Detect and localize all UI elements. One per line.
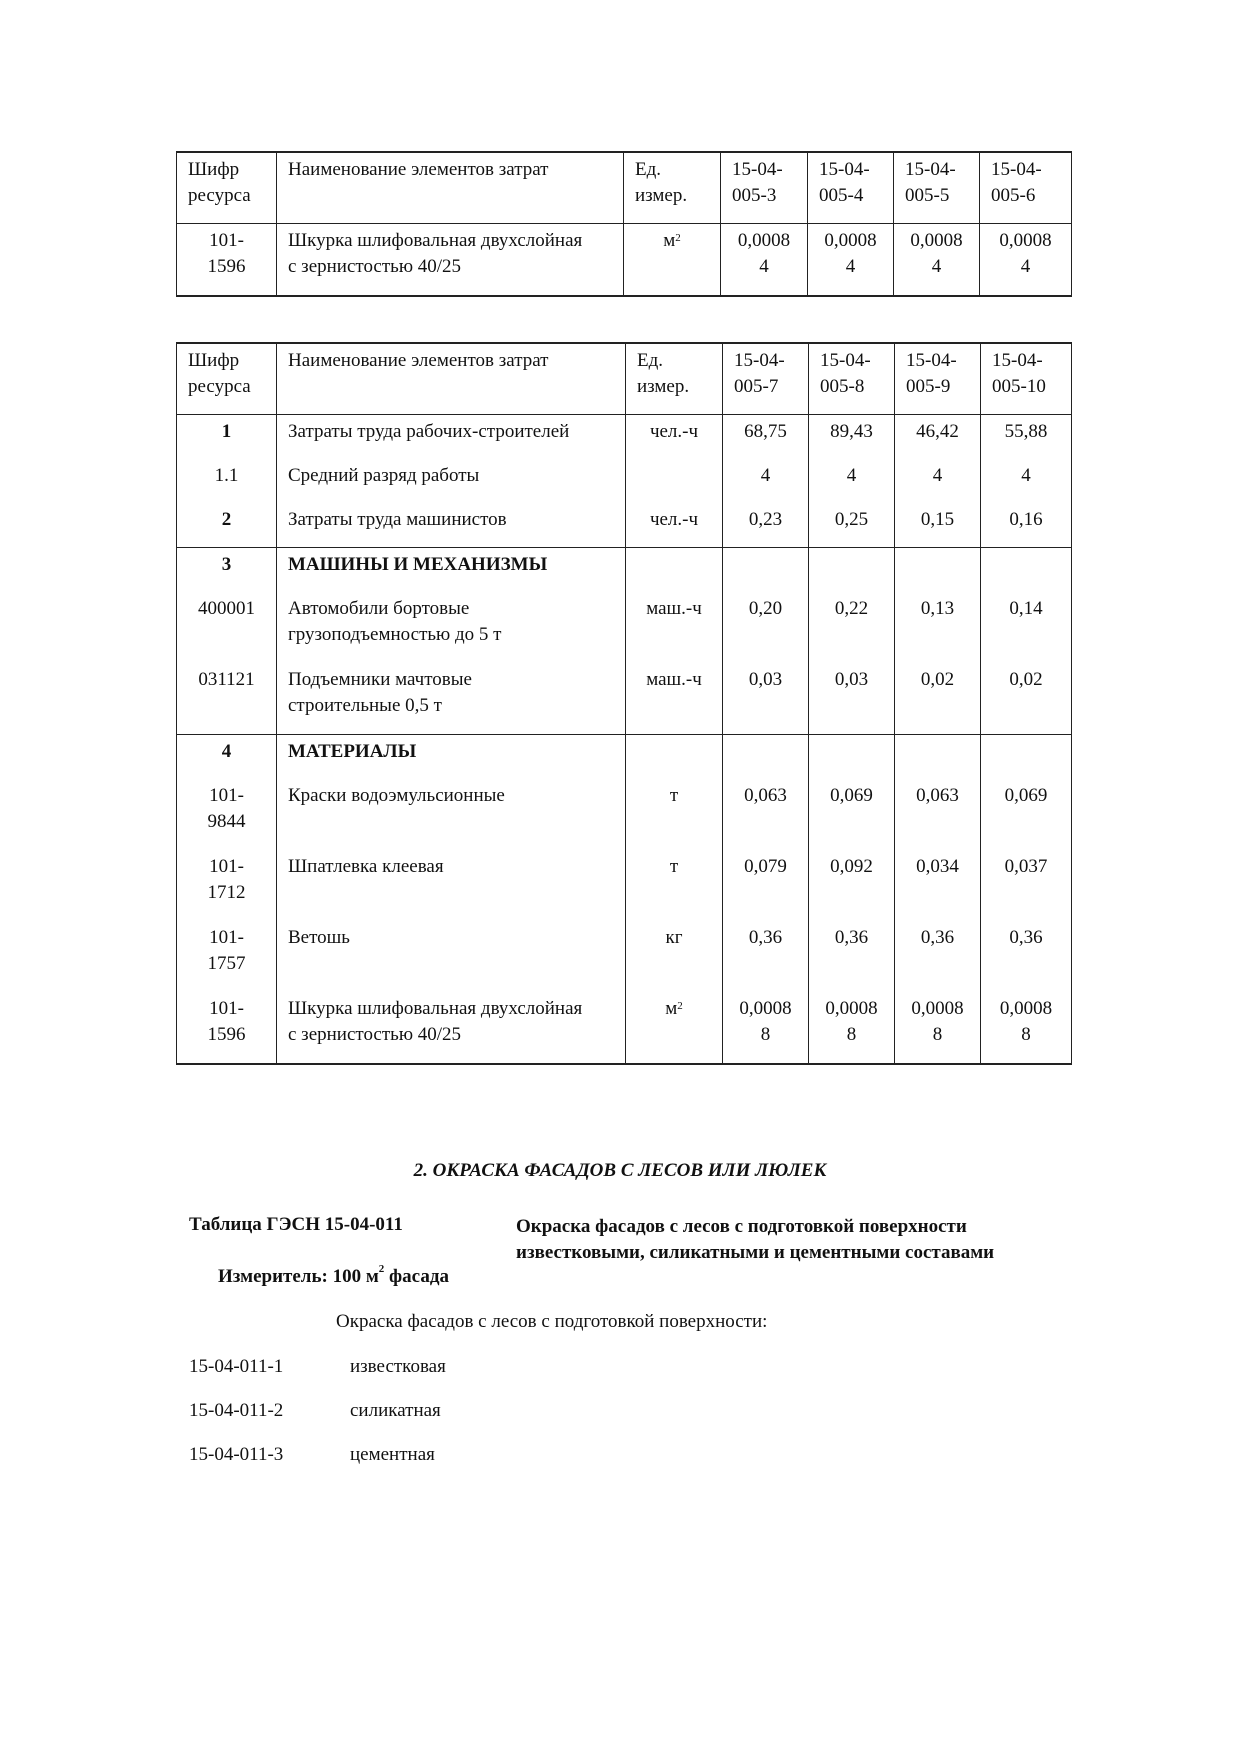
cell-value: 0,36 xyxy=(723,921,809,992)
section-title: МАШИНЫ И МЕХАНИЗМЫ xyxy=(277,548,626,593)
table-header-row xyxy=(177,343,1072,415)
header-col-3: 15-04- 005-3 xyxy=(721,152,808,224)
cell-value: 0,0008 8 xyxy=(981,992,1072,1064)
header-col-8: 15-04- 005-8 xyxy=(809,343,895,415)
cell-value: 0,0008 8 xyxy=(723,992,809,1064)
cell-code: 101- 1596 xyxy=(177,992,277,1064)
gesn-table-description: Окраска фасадов с лесов с подготовкой поверхности известковыми, силикатными и цементными составами xyxy=(516,1216,995,1263)
cell-name: Шпатлевка клеевая xyxy=(277,850,626,921)
cell-unit: $м^2$ xyxy=(626,992,723,1064)
variant-code: 15-04-011-1 xyxy=(189,1356,284,1377)
header-col-5: 15-04- 005-5 xyxy=(894,152,980,224)
cell-code: 3 xyxy=(177,548,277,593)
cell-empty xyxy=(895,548,981,593)
cell-value: 0,03 xyxy=(809,663,895,735)
cell-name: Ветошь xyxy=(277,921,626,992)
measure-unit: Измеритель: 100 $м^2$ фасада xyxy=(218,1263,449,1287)
cell-unit: маш.-ч xyxy=(626,592,723,663)
table-row xyxy=(177,459,1072,503)
gesn-table-label: Таблица ГЭСН 15-04-011 xyxy=(189,1214,403,1235)
cell-unit xyxy=(626,459,723,503)
section-row xyxy=(177,735,1072,780)
variant-label: силикатная xyxy=(350,1400,441,1421)
cell-unit: т xyxy=(626,779,723,850)
cell-code: 4 xyxy=(177,735,277,780)
header-unit: Ед. измер. xyxy=(624,152,721,224)
cell-code: 400001 xyxy=(177,592,277,663)
cell-value: 0,034 xyxy=(895,850,981,921)
header-code: Шифр ресурса xyxy=(177,343,277,415)
cell-value: 4 xyxy=(895,459,981,503)
cell-value: 0,0008 4 xyxy=(894,224,980,297)
cell-unit: т xyxy=(626,850,723,921)
header-col-4: 15-04- 005-4 xyxy=(808,152,894,224)
header-name: Наименование элементов затрат xyxy=(277,343,626,415)
cell-empty xyxy=(626,735,723,780)
cell-value: 0,079 xyxy=(723,850,809,921)
cell-value: 46,42 xyxy=(895,415,981,460)
header-col-9: 15-04- 005-9 xyxy=(895,343,981,415)
cell-name: Средний разряд работы xyxy=(277,459,626,503)
header-col-10: 15-04- 005-10 xyxy=(981,343,1072,415)
cell-value: 0,13 xyxy=(895,592,981,663)
cell-unit: $м^2$ xyxy=(624,224,721,297)
cell-name: Затраты труда машинистов xyxy=(277,503,626,548)
cell-name: Шкурка шлифовальная двухслойная с зернистостью 40/25 xyxy=(277,992,626,1064)
intro-text: Окраска фасадов с лесов с подготовкой поверхности: xyxy=(336,1311,768,1332)
cell-empty xyxy=(809,548,895,593)
cell-value: 68,75 xyxy=(723,415,809,460)
cell-value: 0,36 xyxy=(809,921,895,992)
cell-empty xyxy=(723,735,809,780)
header-code: Шифр ресурса xyxy=(177,152,277,224)
cell-value: 89,43 xyxy=(809,415,895,460)
variant-label: цементная xyxy=(350,1444,435,1465)
header-unit: Ед. измер. xyxy=(626,343,723,415)
cell-value: 0,0008 4 xyxy=(721,224,808,297)
cell-name: Подъемники мачтовые строительные 0,5 т xyxy=(277,663,626,735)
variant-code: 15-04-011-3 xyxy=(189,1444,284,1465)
table-row xyxy=(177,415,1072,460)
cell-unit: чел.-ч xyxy=(626,503,723,548)
section-row xyxy=(177,548,1072,593)
resource-table-1 xyxy=(176,151,1072,297)
cell-name: Автомобили бортовые грузоподъемностью до 5 т xyxy=(277,592,626,663)
cell-value: 0,02 xyxy=(981,663,1072,735)
cell-value: 0,037 xyxy=(981,850,1072,921)
cell-empty xyxy=(723,548,809,593)
cell-value: 4 xyxy=(809,459,895,503)
cell-value: 0,092 xyxy=(809,850,895,921)
variant-code: 15-04-011-2 xyxy=(189,1400,284,1421)
table-row xyxy=(177,592,1072,663)
cell-code: 101- 1757 xyxy=(177,921,277,992)
header-name: Наименование элементов затрат xyxy=(277,152,624,224)
cell-value: 0,0008 8 xyxy=(809,992,895,1064)
cell-code: 031121 xyxy=(177,663,277,735)
header-col-6: 15-04- 005-6 xyxy=(980,152,1072,224)
cell-value: 55,88 xyxy=(981,415,1072,460)
cell-value: 0,0008 4 xyxy=(980,224,1072,297)
resource-table-2 xyxy=(176,342,1072,1065)
section-title: МАТЕРИАЛЫ xyxy=(277,735,626,780)
table-row xyxy=(177,224,1072,297)
cell-name: Краски водоэмульсионные xyxy=(277,779,626,850)
table-row xyxy=(177,850,1072,921)
cell-value: 0,36 xyxy=(895,921,981,992)
cell-value: 0,03 xyxy=(723,663,809,735)
table-row xyxy=(177,663,1072,735)
cell-unit: кг xyxy=(626,921,723,992)
cell-value: 0,25 xyxy=(809,503,895,548)
cell-code: 1.1 xyxy=(177,459,277,503)
cell-code: 2 xyxy=(177,503,277,548)
cell-unit: маш.-ч xyxy=(626,663,723,735)
cell-value: 0,0008 8 xyxy=(895,992,981,1064)
cell-value: 0,069 xyxy=(981,779,1072,850)
cell-value: 0,0008 4 xyxy=(808,224,894,297)
cell-empty xyxy=(981,548,1072,593)
cell-code: 101- 1596 xyxy=(177,224,277,297)
cell-value: 0,02 xyxy=(895,663,981,735)
table-row xyxy=(177,992,1072,1064)
cell-empty xyxy=(809,735,895,780)
section-title: 2. ОКРАСКА ФАСАДОВ С ЛЕСОВ ИЛИ ЛЮЛЕК xyxy=(413,1160,827,1181)
variant-label: известковая xyxy=(350,1356,446,1377)
cell-value: 0,23 xyxy=(723,503,809,548)
cell-value: 4 xyxy=(981,459,1072,503)
header-col-7: 15-04- 005-7 xyxy=(723,343,809,415)
cell-empty xyxy=(626,548,723,593)
cell-value: 0,15 xyxy=(895,503,981,548)
cell-value: 0,20 xyxy=(723,592,809,663)
cell-empty xyxy=(981,735,1072,780)
cell-value: 0,22 xyxy=(809,592,895,663)
cell-code: 101- 1712 xyxy=(177,850,277,921)
cell-name: Шкурка шлифовальная двухслойная с зернистостью 40/25 xyxy=(277,224,624,297)
table-row xyxy=(177,921,1072,992)
cell-unit: чел.-ч xyxy=(626,415,723,460)
cell-value: 0,063 xyxy=(895,779,981,850)
table-row xyxy=(177,503,1072,548)
cell-name: Затраты труда рабочих-строителей xyxy=(277,415,626,460)
cell-value: 0,14 xyxy=(981,592,1072,663)
cell-empty xyxy=(895,735,981,780)
cell-code: 101- 9844 xyxy=(177,779,277,850)
table-row xyxy=(177,779,1072,850)
cell-value: 0,16 xyxy=(981,503,1072,548)
cell-value: 0,069 xyxy=(809,779,895,850)
cell-value: 0,063 xyxy=(723,779,809,850)
table-header-row xyxy=(177,152,1072,224)
cell-value: 0,36 xyxy=(981,921,1072,992)
cell-code: 1 xyxy=(177,415,277,460)
cell-value: 4 xyxy=(723,459,809,503)
